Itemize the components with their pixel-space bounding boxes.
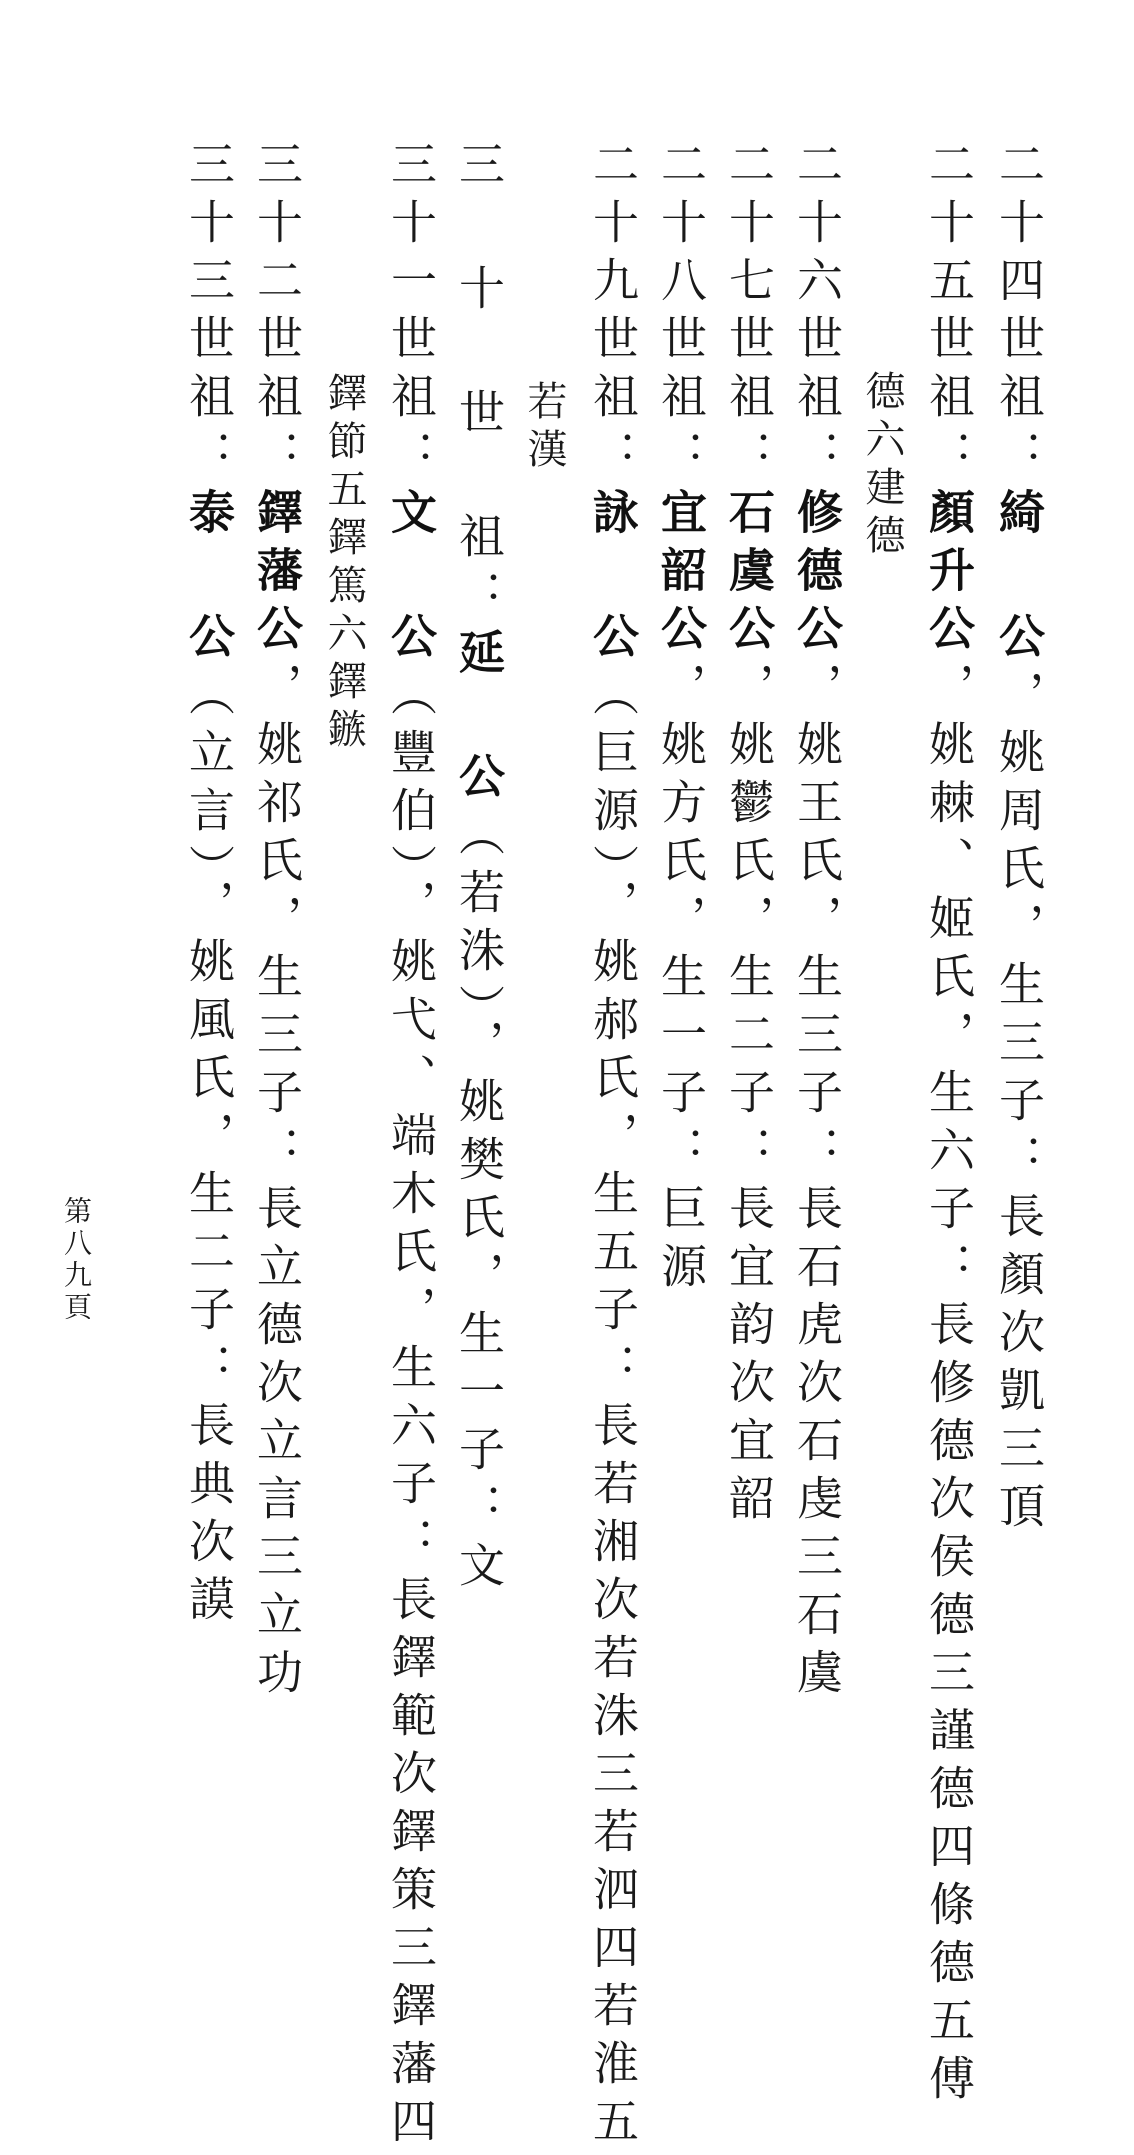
text-line-33 xyxy=(182,140,236,1633)
line-text: ，姚鬱氏，生二子：長宜韵次宜韶 xyxy=(722,662,776,1532)
text-line-31 xyxy=(384,140,438,2155)
text-line-32 xyxy=(250,140,304,1706)
generation-label: 二十八世祖： xyxy=(654,140,708,488)
ancestor-name: 顏升公 xyxy=(922,488,976,662)
ancestor-name: 石虞公 xyxy=(722,488,776,662)
generation-label: 二十六世祖： xyxy=(790,140,844,488)
text-line-29-continuation xyxy=(521,380,567,476)
text-line-25 xyxy=(922,140,976,2112)
text-line-25-continuation xyxy=(859,370,905,562)
ancestor-name: 鐸藩公 xyxy=(250,488,304,662)
text-line-28 xyxy=(654,140,708,1300)
line-text: 若漢 xyxy=(521,380,567,476)
line-text: 德六建德 xyxy=(859,370,905,562)
ancestor-name: 綺 公 xyxy=(992,488,1046,670)
line-text: （立言），姚風氏，生二子：長典次謨 xyxy=(182,670,236,1633)
line-text: （豐伯），姚弋、端木氏，生六子：長鐸範次鐸策三鐸藩四 xyxy=(384,670,438,2155)
text-line-31-continuation xyxy=(321,372,367,756)
ancestor-name: 詠 公 xyxy=(586,488,640,670)
generation-label: 三十三世祖： xyxy=(182,140,236,488)
generation-label: 三十一世祖： xyxy=(384,140,438,488)
line-text: ，姚棘、姬氏，生六子：長修德次侯德三謹德四條德五傅 xyxy=(922,662,976,2112)
ancestor-name: 延 公 xyxy=(452,628,506,810)
ancestor-name: 修德公 xyxy=(790,488,844,662)
generation-label: 二十四世祖： xyxy=(992,140,1046,488)
generation-label: 二十七世祖： xyxy=(722,140,776,488)
page-number: 第八九頁 xyxy=(60,1196,93,1324)
ancestor-name: 泰 公 xyxy=(182,488,236,670)
text-line-26 xyxy=(790,140,844,1706)
generation-label: 二十九世祖： xyxy=(586,140,640,488)
text-line-29 xyxy=(586,140,640,2155)
text-line-24 xyxy=(992,140,1046,1540)
line-text: ，姚周氏，生三子：長顏次凱三頂 xyxy=(992,670,1046,1540)
line-text: （若洙），姚樊氏，生一子：文 xyxy=(452,810,506,1599)
text-line-27 xyxy=(722,140,776,1532)
line-text: 鐸節五鐸篤六鐸鏃 xyxy=(321,372,367,756)
generation-label: 二十五世祖： xyxy=(922,140,976,488)
generation-label: 三十二世祖： xyxy=(250,140,304,488)
line-text: ，姚祁氏，生三子：長立德次立言三立功 xyxy=(250,662,304,1706)
generation-label: 三 十 世 祖： xyxy=(452,140,506,628)
line-text: ，姚方氏，生一子：巨源 xyxy=(654,662,708,1300)
ancestor-name: 宜韶公 xyxy=(654,488,708,662)
text-line-30 xyxy=(452,140,506,1599)
line-text: ，姚王氏，生三子：長石虎次石虔三石虞 xyxy=(790,662,844,1706)
line-text: （巨源），姚郝氏，生五子：長若湘次若洙三若泗四若淮五 xyxy=(586,670,640,2155)
ancestor-name: 文 公 xyxy=(384,488,438,670)
